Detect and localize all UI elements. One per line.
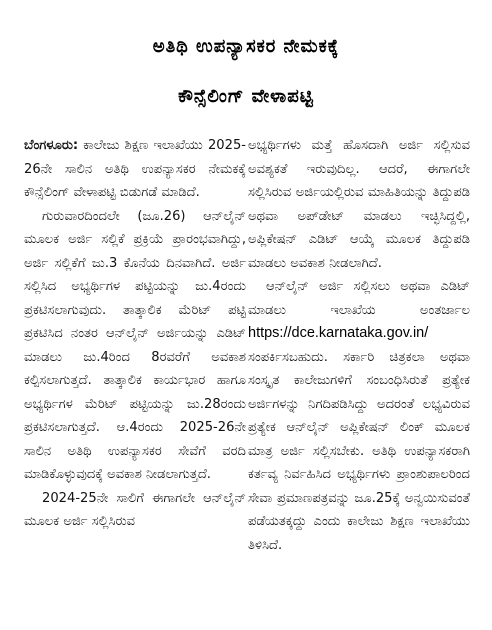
edit-option-paragraph: ಅಭ್ಯರ್ಥಿಗಳು ಮತ್ತೆ ಹೊಸದಾಗಿ ಅರ್ಜಿ ಸಲ್ಲಿಸುವ ಅವಶ್ಯಕತೆ ಇರುವುದಿಲ್ಲ. ಆದರೆ, ಈಗಾಗಲೇ ಸಲ್ಲಿಸಿರುವ ಅರ್ಜಿಯಲ್ಲಿರುವ ಮಾಹಿತಿಯನ್ನು ತಿದ್ದುಪಡಿ ಅಥವಾ ಅಪ್‌ಡೇಟ್ ಮಾಡಲು ಇಚ್ಛಿಸಿದ್ದಲ್ಲಿ, ಅಪ್ಲಿಕೇಷನ್ ಎಡಿಟ್ ಆಯ್ಕೆ ಮೂಲಕ ತಿದ್ದುಪಡಿ ಮಾಡಲು ಅವಕಾಶ ನೀಡಲಾಗಿದೆ. bbox=[248, 138, 470, 271]
headline-line-1: ಅತಿಥಿ ಉಪನ್ಯಾಸಕರ ನೇಮಕಕ್ಕೆ bbox=[152, 36, 340, 57]
department-website-link[interactable]: https://dce.karnataka.gov.in/ bbox=[248, 325, 429, 341]
right-column bbox=[248, 134, 470, 557]
headline-line-2: ಕೌನ್ಸೆಲಿಂಗ್ ವೇಳಾಪಟ್ಟಿ bbox=[178, 86, 314, 107]
schedule-paragraph: ಗುರುವಾರದಿಂದಲೇ (ಜೂ.26) ಆನ್‌ಲೈನ್ ಮೂಲಕ ಅರ್ಜಿ ಸಲ್ಲಿಕೆ ಪ್ರಕ್ರಿಯೆ ಪ್ರಾರಂಭವಾಗಿದ್ದು, ಅರ್ಜಿ ಸಲ್ಲಿಕೆಗೆ ಜು.3 ಕೊನೆಯ ದಿನವಾಗಿದೆ. ಅರ್ಜಿ ಸಲ್ಲಿಸಿದ ಅಭ್ಯರ್ಥಿಗಳ ಪಟ್ಟಿಯನ್ನು ಜು.4ರಂದು ಪ್ರಕಟಿಸಲಾಗುವುದು. ತಾತ್ಕಾಲಿಕ ಮೆರಿಟ್ ಪಟ್ಟಿ ಪ್ರಕಟಿಸಿದ ನಂತರ ಆನ್‌ಲೈನ್ ಅರ್ಜಿಯನ್ನು ಎಡಿಟ್ ಮಾಡಲು ಜು.4ರಿಂದ 8ರವರೆಗೆ ಅವಕಾಶ ಕಲ್ಪಿಸಲಾಗುತ್ತದೆ. ತಾತ್ಕಾಲಿಕ ಕಾರ್ಯಭಾರ ಹಾಗೂ ಅಭ್ಯರ್ಥಿಗಳ ಮೆರಿಟ್ ಪಟ್ಟಿಯನ್ನು ಜು.28ರಂದು ಪ್ರಕಟಿಸಲಾಗುತ್ತದೆ. ಆ.4ರಂದು 2025-26ನೇ ಸಾಲಿನ ಅತಿಥಿ ಉಪನ್ಯಾಸಕರ ಸೇವೆಗೆ ವರದಿ ಮಾಡಿಕೊಳ್ಳುವುದಕ್ಕೆ ಅವಕಾಶ ನೀಡಲಾಗುತ್ತದೆ. bbox=[24, 208, 246, 482]
dateline: ಬೆಂಗಳೂರು: bbox=[24, 138, 79, 153]
website-text-after: ಸಂಪರ್ಕಿಸಬಹುದು. ಸರ್ಕಾರಿ ಚಿತ್ರಕಲಾ ಅಥವಾ ಸಂಸ್ಕೃತ ಕಾಲೇಜುಗಳಿಗೆ ಸಂಬಂಧಿಸಿರುತೆ ಪ್ರತ್ಯೇಕ ಅರ್ಜಿಗಳನ್ನು ನಿಗದಿಪಡಿಸಿದ್ದು ಅದರಂತೆ ಲಭ್ಯವಿರುವ ಪ್ರತ್ಯೇಕ ಆನ್‌ಲೈನ್ ಅಪ್ಲಿಕೇಷನ್ ಲಿಂಕ್ ಮೂಲಕ ಮಾತ್ರ ಅರ್ಜಿ ಸಲ್ಲಿಸಬೇಕು. ಅತಿಥಿ ಉಪನ್ಯಾಸಕರಾಗಿ ಕರ್ತವ್ಯ ನಿರ್ವಹಿಸಿದ ಅಭ್ಯರ್ಥಿಗಳು ಪ್ರಾಂಶುಪಾಲರಿಂದ ಸೇವಾ ಪ್ರಮಾಣಪತ್ರವನ್ನು ಜೂ.25ಕ್ಕೆ ಅನ್ವಯಿಸುವಂತೆ ಪಡೆಯತಕ್ಕದ್ದು ಎಂದು ಕಾಲೇಜು ಶಿಕ್ಷಣ ಇಲಾಖೆಯು ತಿಳಿಸಿದೆ. bbox=[248, 349, 470, 553]
left-column bbox=[24, 134, 246, 534]
website-paragraph bbox=[248, 275, 470, 557]
lead-text: ಕಾಲೇಜು ಶಿಕ್ಷಣ ಇಲಾಖೆಯು 2025-26ನೇ ಸಾಲಿನ ಅತಿಥಿ ಉಪನ್ಯಾಸಕರ ನೇಮಕಕ್ಕೆ ಕೌನ್ಸೆಲಿಂಗ್ ವೇಳಾಪಟ್ಟಿ ಬಿಡುಗಡೆ ಮಾಡಿದೆ. bbox=[24, 138, 246, 200]
previous-applicants-paragraph: 2024-25ನೇ ಸಾಲಿಗೆ ಈಗಾಗಲೇ ಆನ್‌ಲೈನ್ ಮೂಲಕ ಅರ್ಜಿ ಸಲ್ಲಿಸಿರುವ bbox=[24, 490, 246, 529]
lead-paragraph bbox=[24, 134, 246, 205]
website-text-before: ಆನ್‌ಲೈನ್ ಅರ್ಜಿ ಸಲ್ಲಿಸಲು ಅಥವಾ ಎಡಿಟ್ ಮಾಡಲು ಇಲಾಖೆಯ ಅಂತರ್ಜಾಲ bbox=[248, 279, 470, 318]
headline bbox=[0, 22, 492, 122]
